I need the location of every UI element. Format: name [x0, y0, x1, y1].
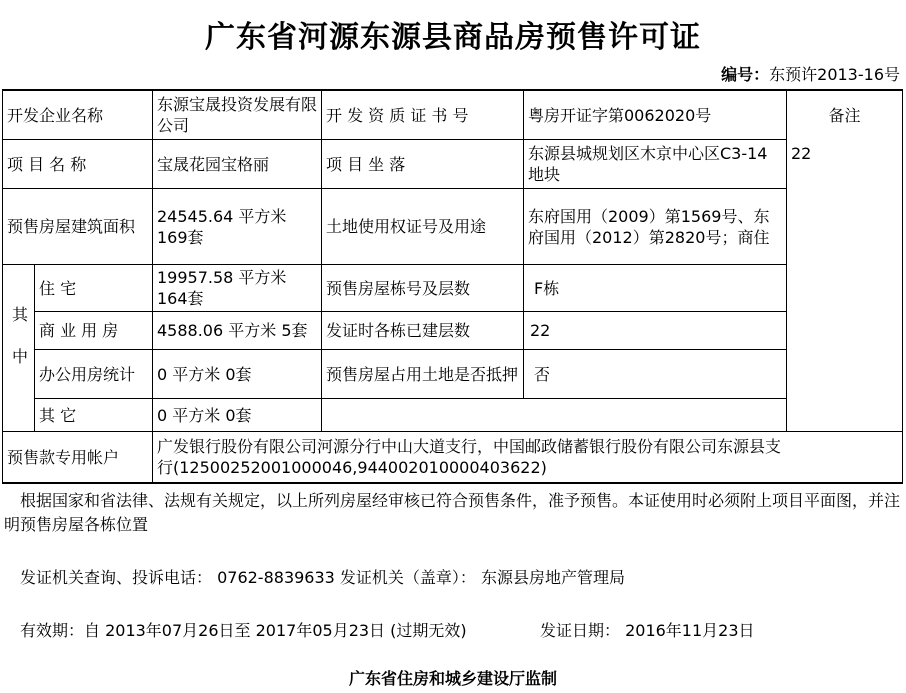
building-floors-label: 预售房屋栋号及层数 — [326, 278, 471, 298]
of-which-label — [3, 265, 34, 431]
built-floors-label: 发证时各栋已建层数 — [326, 321, 471, 340]
issue-date-text: 发证日期： 2016年11月23日 — [540, 621, 755, 640]
office-label: 办公用房统计 — [39, 364, 136, 384]
mortgage-value: 否 — [534, 364, 551, 384]
contact-text: 发证机关查询、投诉电话： 0762-8839633 发证机关（盖章）： 东源县房地产管理局 — [20, 568, 626, 587]
mortgage-label: 预售房屋占用土地是否抵押 — [326, 364, 519, 384]
residential-label: 住 宅 — [39, 278, 77, 298]
residential-value: 19957.58 平方米 164套 — [157, 268, 287, 308]
project-name-label: 项 目 名 称 — [7, 154, 87, 174]
presale-area-value: 24545.64 平方米 169套 — [157, 206, 287, 247]
office-value: 0 平方米 0套 — [157, 364, 252, 384]
qualification-label: 开 发 资 质 证 书 号 — [326, 105, 469, 125]
approval-text: 根据国家和省法律、法规有关规定，以上所列房屋经审核已符合预售条件，准予预售。本证使用时必须附上项目平面图，并注明预售房屋各栋位置 — [4, 491, 901, 534]
land-cert-value: 东府国用（2009）第1569号、东府国用（2012）第2820号；商住 — [528, 206, 770, 247]
developer-label: 开发企业名称 — [7, 105, 104, 125]
other-value: 0 平方米 0套 — [157, 405, 252, 425]
certificate-number — [721, 62, 900, 85]
account-label: 预售款专用帐户 — [7, 447, 120, 467]
presale-area-label: 预售房屋建筑面积 — [7, 217, 136, 236]
account-value: 广发银行股份有限公司河源分行中山大道支行，中国邮政储蓄银行股份有限公司东源县支行(12500252001000046,944002010000403622) — [157, 437, 782, 477]
built-floors-value: 22 — [530, 321, 551, 340]
location-label: 项 目 坐 落 — [326, 154, 406, 174]
commercial-value: 4588.06 平方米 5套 — [157, 321, 308, 340]
footer-supervisor: 广东省住房和城乡建设厅监制 — [348, 669, 557, 688]
location-value: 东源县城规划区木京中心区C3-14地块 — [528, 144, 768, 184]
remark-label: 备注 — [828, 105, 861, 125]
page-title: 广东省河源东源县商品房预售许可证 — [205, 20, 701, 55]
project-name-value: 宝晟花园宝格丽 — [157, 154, 270, 174]
of-which-text: 其中 — [9, 306, 29, 390]
remark-value: 22 — [791, 144, 812, 163]
validity-text: 有效期：自 2013年07月26日至 2017年05月23日 (过期无效) — [20, 621, 467, 640]
certificate-number-value: 东预许2013-16号 — [769, 65, 900, 84]
land-cert-label: 土地使用权证号及用途 — [326, 217, 487, 236]
building-floors-value: F栋 — [534, 278, 560, 298]
developer-value: 东源宝晟投资发展有限公司 — [157, 95, 318, 135]
certificate-number-label: 编号： — [721, 65, 770, 84]
commercial-label: 商 业 用 房 — [39, 321, 119, 340]
qualification-value: 粤房开证字第0062020号 — [528, 105, 712, 125]
other-label: 其 它 — [39, 405, 77, 425]
